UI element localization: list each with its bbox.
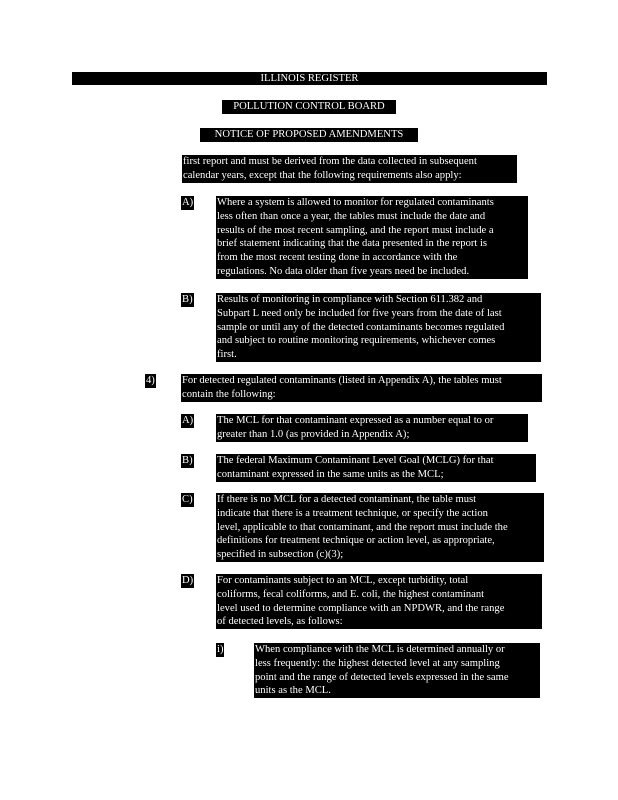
item-4c-paragraph (216, 493, 544, 562)
item-3a-line: regulations. No data older than five years need be included. (217, 265, 470, 277)
item-3a-line: from the most recent testing done in accordance with the (217, 252, 458, 264)
notice-title-bar (200, 128, 418, 142)
item-4c-line: If there is no MCL for a detected contaminant, the table must (217, 494, 477, 505)
item-3a-line: results of the most recent sampling, and the report must include a (217, 224, 494, 236)
item-3b-line: Results of monitoring in compliance with Section 611.382 and (217, 294, 483, 305)
item-3b-line: first. (217, 349, 237, 361)
item-4di-line: units as the MCL. (255, 685, 331, 697)
item-4b-paragraph (216, 454, 536, 482)
item-4a-line: greater than 1.0 (as provided in Appendix A); (217, 428, 410, 440)
item-4a-line: The MCL for that contaminant expressed as a number equal to or (217, 415, 494, 426)
item-4di-line: less frequently: the highest detected level at any sampling (255, 657, 500, 669)
item-3a-line: brief statement indicating that the data presented in the report is (217, 238, 488, 250)
item-4d-line: For contaminants subject to an MCL, except turbidity, total (217, 575, 469, 586)
item-4d-line: level used to determine compliance with an NPDWR, and the range (217, 602, 505, 614)
item-3a-label: A) (182, 197, 194, 208)
item-4a-label: A) (182, 415, 194, 426)
item-4d-paragraph (216, 574, 542, 629)
item-4-paragraph (181, 374, 542, 402)
item-4c-line: level, applicable to that contaminant, and the report must include the (217, 521, 508, 533)
intro-line: calendar years, except that the following requirements also apply: (183, 169, 462, 181)
item-4-label: 4) (146, 375, 155, 386)
intro-line: first report and must be derived from the data collected in subsequent (183, 156, 477, 167)
item-4-line: For detected regulated contaminants (listed in Appendix A), the tables must (182, 375, 502, 386)
item-4c-line: specified in subsection (c)(3); (217, 549, 344, 561)
item-4di-paragraph (254, 643, 540, 698)
item-4b-line: contaminant expressed in the same units as the MCL; (217, 468, 444, 480)
item-4di-line: When compliance with the MCL is determined annually or (255, 644, 505, 655)
item-3b-line: and subject to routine monitoring requirements, whichever comes (217, 335, 496, 347)
item-3b-line: sample or until any of the detected contaminants becomes regulated (217, 321, 505, 333)
item-4c-line: definitions for treatment technique or action level, as appropriate, (217, 535, 495, 547)
item-3a-paragraph (216, 196, 528, 279)
item-4d-line: coliforms, fecal coliforms, and E. coli, the highest contaminant (217, 588, 485, 600)
item-3a-line: Where a system is allowed to monitor for regulated contaminants (217, 197, 494, 208)
board-title: POLLUTION CONTROL BOARD (233, 101, 385, 112)
item-4b-label: B) (182, 455, 193, 466)
item-4d-line: of detected levels, as follows: (217, 616, 343, 628)
item-3b-line: Subpart L need only be included for five years from the date of last (217, 307, 502, 319)
item-4d-label: D) (182, 575, 194, 586)
notice-title: NOTICE OF PROPOSED AMENDMENTS (214, 129, 404, 140)
item-3b-paragraph (216, 293, 541, 362)
item-4di-line: point and the range of detected levels expressed in the same (255, 671, 509, 683)
item-4a-paragraph (216, 414, 528, 442)
register-title: ILLINOIS REGISTER (260, 73, 359, 84)
item-4di-label: i) (217, 644, 224, 655)
item-4b-line: The federal Maximum Contaminant Level Goal (MCLG) for that (217, 455, 494, 466)
item-3b-label: B) (182, 294, 193, 305)
item-3a-line: less often than once a year, the tables must include the date and (217, 210, 486, 222)
item-4c-line: indicate that there is a treatment technique, or specify the action (217, 507, 488, 519)
register-header-bar (72, 72, 547, 85)
intro-paragraph (182, 155, 517, 183)
board-title-bar (222, 100, 396, 114)
item-4-line: contain the following: (182, 388, 276, 400)
item-4c-label: C) (182, 494, 193, 505)
